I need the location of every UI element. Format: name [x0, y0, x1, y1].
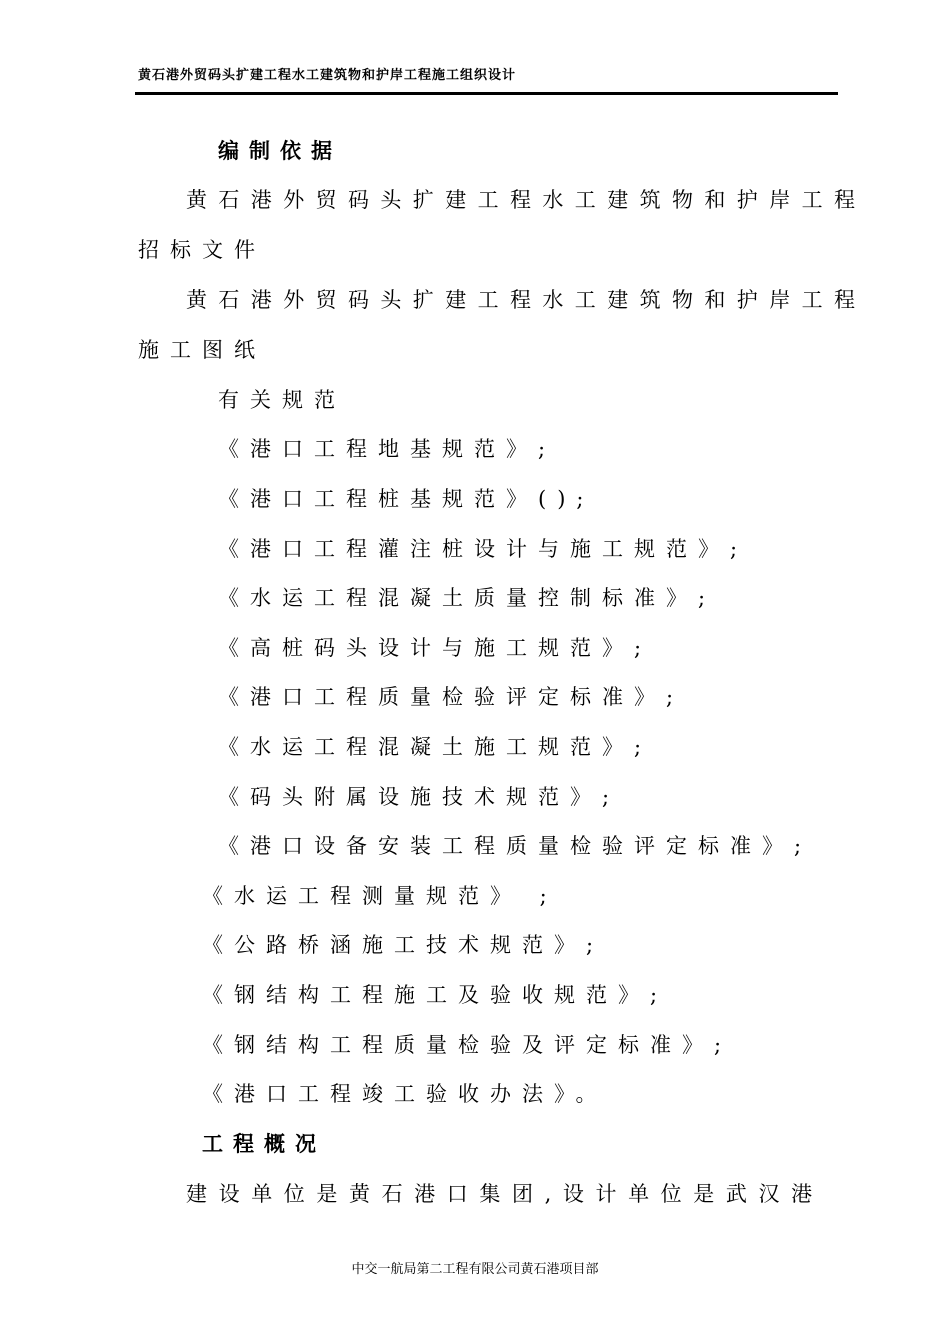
spec-item: 《高桩码头设计与施工规范》;	[218, 636, 653, 660]
spec-item: 《钢结构工程施工及验收规范》;	[202, 983, 669, 1007]
overview-line1: 建设单位是黄石港口集团,设计单位是武汉港	[186, 1182, 824, 1206]
basis-item2-line2: 施工图纸	[138, 338, 266, 362]
specs-label: 有关规范	[218, 388, 346, 412]
basis-item1-line2: 招标文件	[138, 238, 266, 262]
spec-item: 《水运工程混凝土质量控制标准》;	[218, 586, 717, 610]
spec-item: 《港口工程桩基规范》();	[218, 487, 595, 511]
heading-basis: 编制依据	[218, 139, 342, 163]
header-divider	[135, 92, 838, 95]
page-footer: 中交一航局第二工程有限公司黄石港项目部	[351, 1262, 599, 1277]
spec-item: 《港口工程竣工验收办法》。	[202, 1082, 608, 1106]
spec-item: 《港口工程地基规范》;	[218, 437, 557, 461]
basis-item2-line1: 黄石港外贸码头扩建工程水工建筑物和护岸工程	[186, 288, 867, 312]
spec-item: 《港口工程灌注桩设计与施工规范》;	[218, 537, 749, 561]
spec-item: 《港口工程质量检验评定标准》;	[218, 685, 685, 709]
spec-item: 《港口设备安装工程质量检验评定标准》;	[218, 834, 813, 858]
page-header-title: 黄石港外贸码头扩建工程水工建筑物和护岸工程施工组织设计	[138, 68, 517, 83]
spec-item: 《水运工程测量规范》 ;	[202, 884, 558, 908]
spec-item: 《码头附属设施技术规范》;	[218, 785, 621, 809]
spec-item: 《公路桥涵施工技术规范》;	[202, 933, 605, 957]
heading-overview: 工程概况	[202, 1132, 326, 1156]
basis-item1-line1: 黄石港外贸码头扩建工程水工建筑物和护岸工程	[186, 188, 867, 212]
spec-item: 《水运工程混凝土施工规范》;	[218, 735, 653, 759]
spec-item: 《钢结构工程质量检验及评定标准》;	[202, 1033, 733, 1057]
